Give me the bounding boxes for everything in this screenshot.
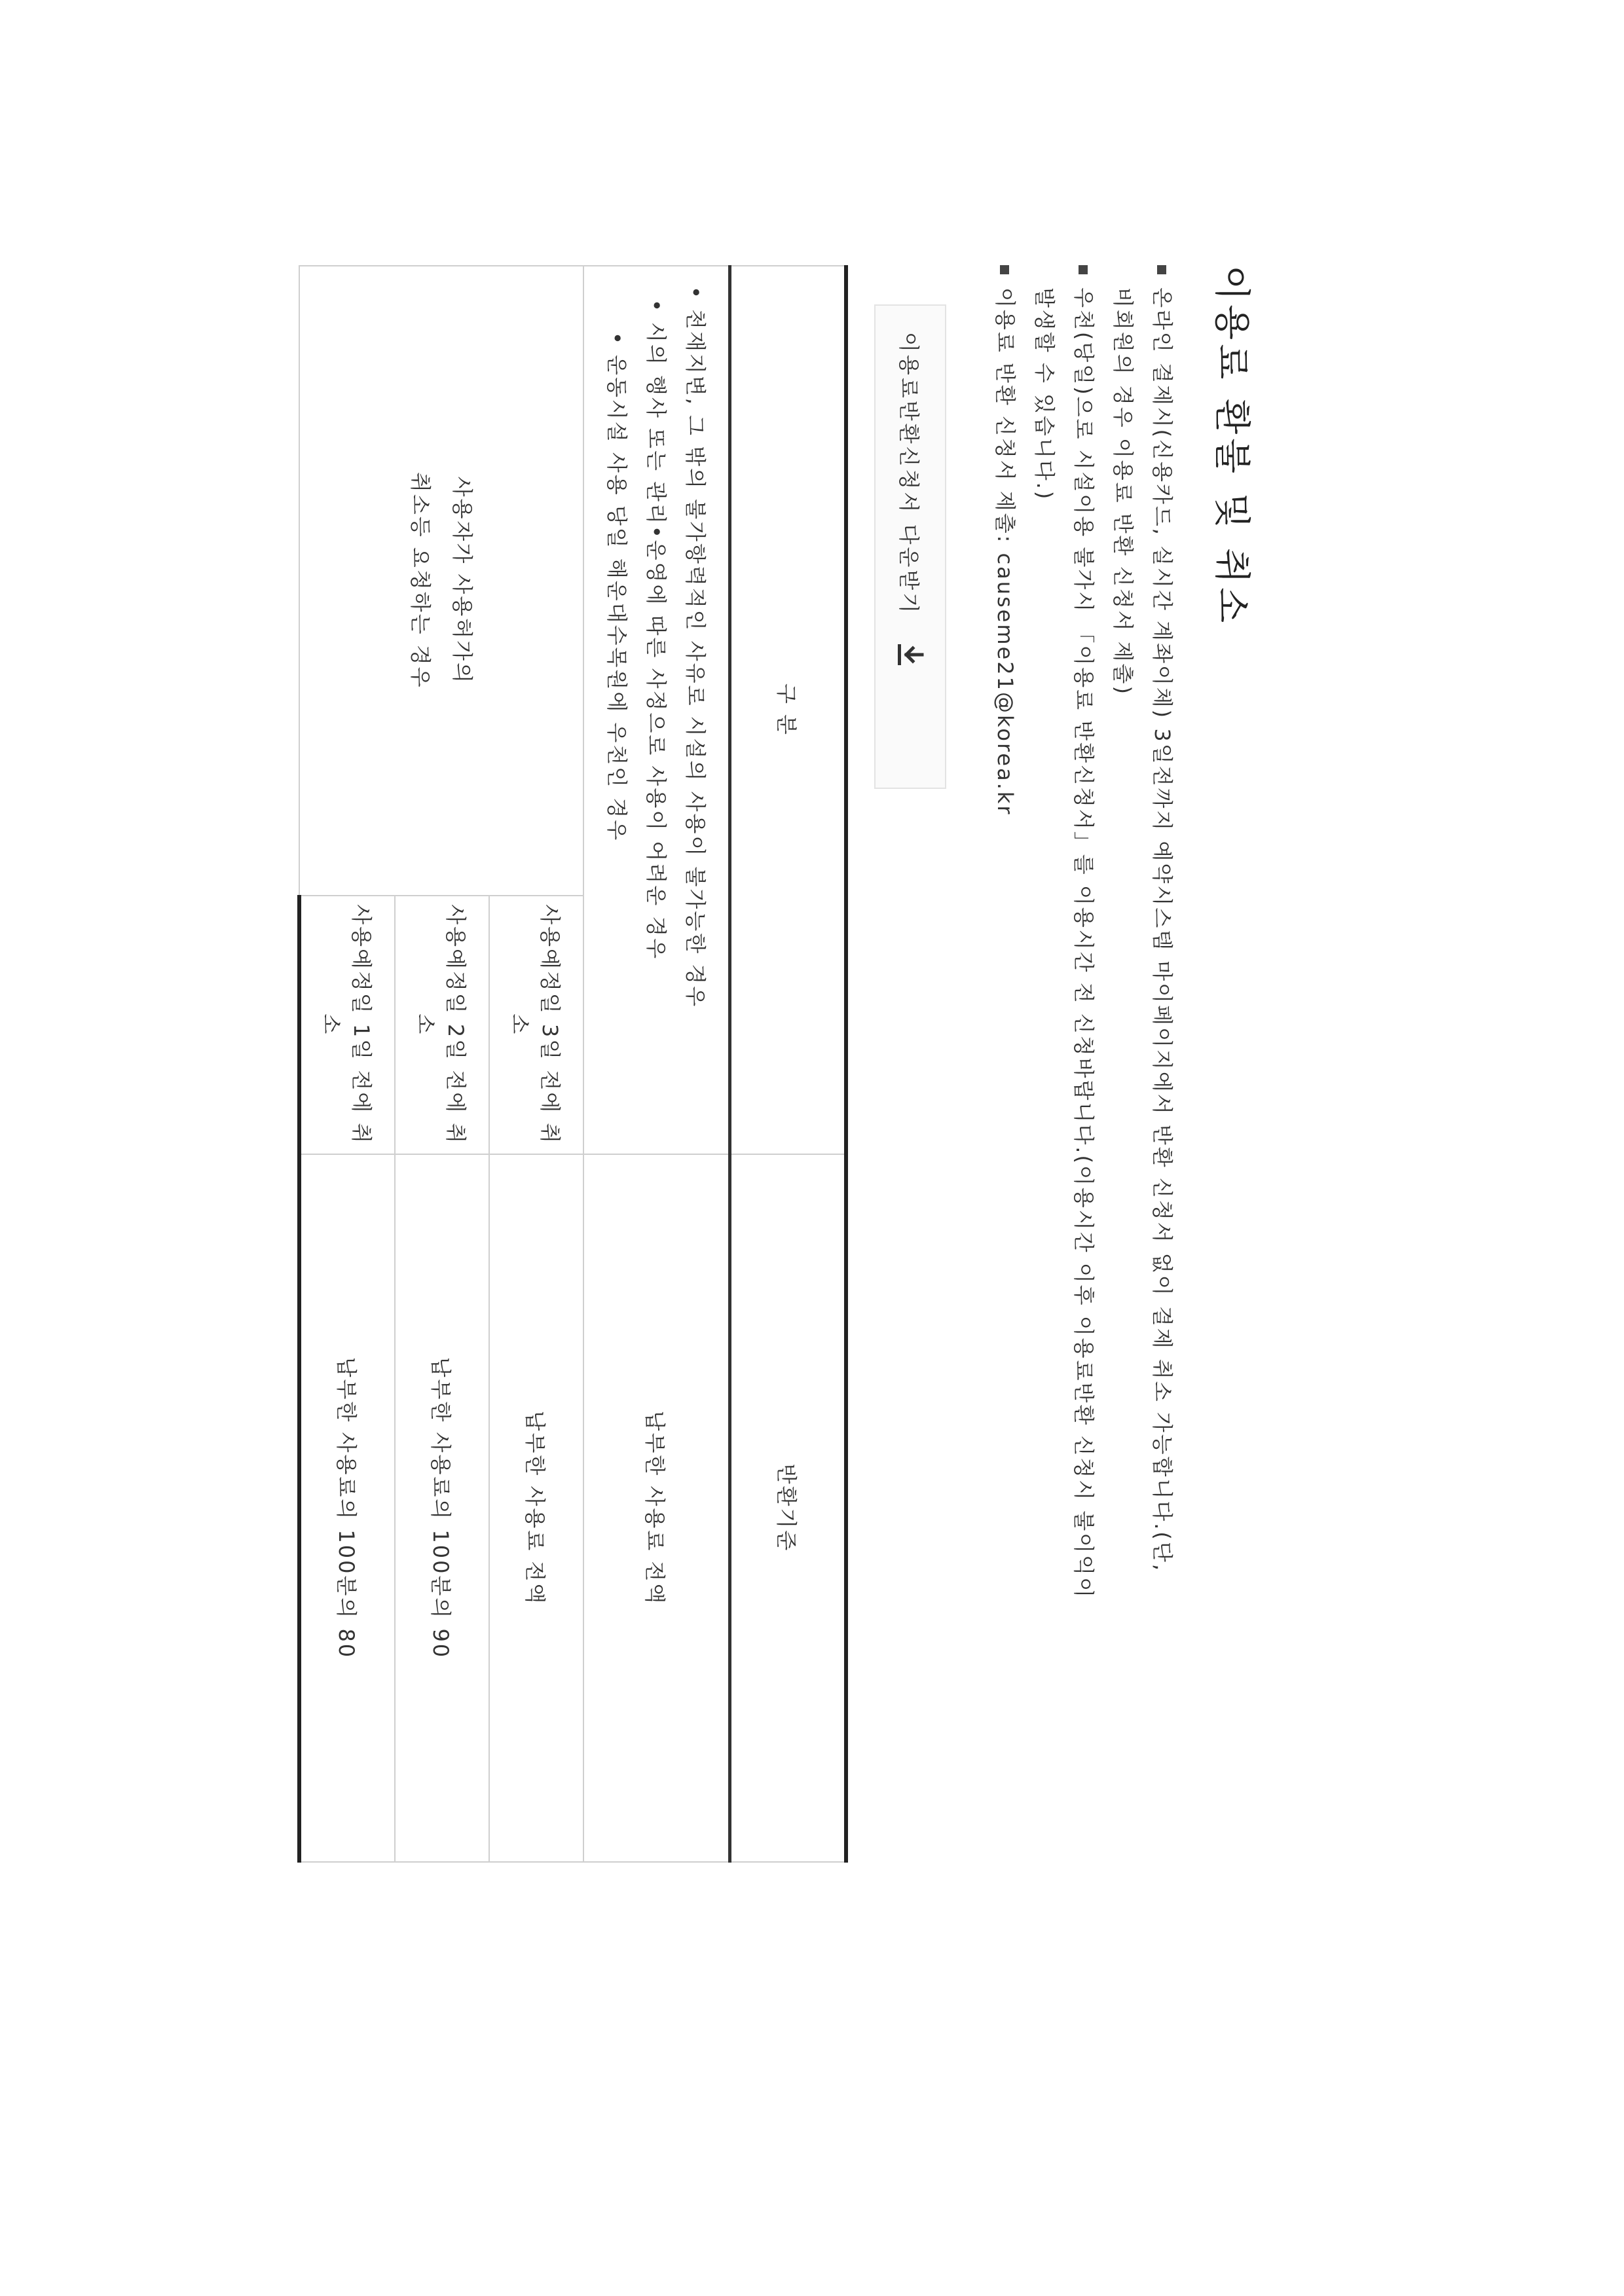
row-standard: 납부한 사용료의 100분의 80 <box>299 1154 395 1862</box>
download-icon <box>896 642 925 668</box>
row-category-force-majeure <box>583 266 730 1154</box>
category-line: • 시의 행사 또는 관리•운영에 따른 사정으로 사용이 어려운 경우 <box>644 299 669 961</box>
notice-text: 우천(당일)으로 시설이용 불가시 「이용료 반환신청서」를 이용시간 전 신청바랍니다.(이용시간 이후 이용료반환 신청시 불이익이 <box>1071 287 1096 1600</box>
category-label-line1: 사용자가 사용허가의 <box>450 476 475 685</box>
row-standard: 납부한 사용료 전액 <box>489 1154 583 1862</box>
category-line: • 운동시설 사용 당일 해운대수목원에 우천인 경우 <box>604 332 629 843</box>
notice-item-submit-email <box>986 265 1025 2098</box>
row-standard: 납부한 사용료 전액 <box>583 1154 730 1862</box>
cancel-timing: 사용예정일 3일 전에 취소 <box>489 896 583 1154</box>
download-button-label: 이용료반환신청서 다운받기 <box>896 332 921 616</box>
header-refund-standard: 반환기준 <box>730 1154 847 1862</box>
square-bullet-icon <box>1079 265 1088 274</box>
category-label-line2: 취소등 요청하는 경우 <box>408 472 433 689</box>
table-row <box>583 266 730 1862</box>
notice-text: 온라인 결제시(신용카드, 실시간 계좌이체) 3일전까지 예약시스템 마이페이지에서 반환 신청서 없이 결제 취소 가능합니다.(단, <box>1150 287 1175 1573</box>
notice-item-online-payment <box>1103 265 1182 2098</box>
notice-text-continued: 비회원의 경우 이용료 반환 신청서 제출) <box>1111 287 1135 696</box>
cancel-timing: 사용예정일 2일 전에 취소 <box>395 896 489 1154</box>
category-line: • 천재지변, 그 밖의 불가항력적인 사유로 시설의 사용이 불가능한 경우 <box>683 286 708 1009</box>
notice-item-rain <box>1025 265 1103 2098</box>
notice-text-continued: 발생할 수 있습니다.) <box>1032 287 1057 501</box>
square-bullet-icon <box>1157 265 1166 274</box>
header-category: 구 분 <box>730 266 847 1154</box>
cancel-timing: 사용예정일 1일 전에 취소 <box>299 896 395 1154</box>
row-category-user-cancel <box>299 266 583 896</box>
table-header-row <box>730 266 847 1862</box>
table-row <box>489 266 583 1862</box>
refund-standard-table <box>297 265 848 1863</box>
page-title: 이용료 환불 및 취소 <box>1210 265 1253 627</box>
rotated-page-content <box>187 265 1261 2203</box>
row-standard: 납부한 사용료의 100분의 90 <box>395 1154 489 1862</box>
download-refund-form-button[interactable] <box>874 304 946 789</box>
square-bullet-icon <box>1000 265 1009 274</box>
notice-list <box>986 265 1182 2098</box>
notice-text: 이용료 반환 신청서 제출: causeme21@korea.kr <box>993 287 1018 816</box>
